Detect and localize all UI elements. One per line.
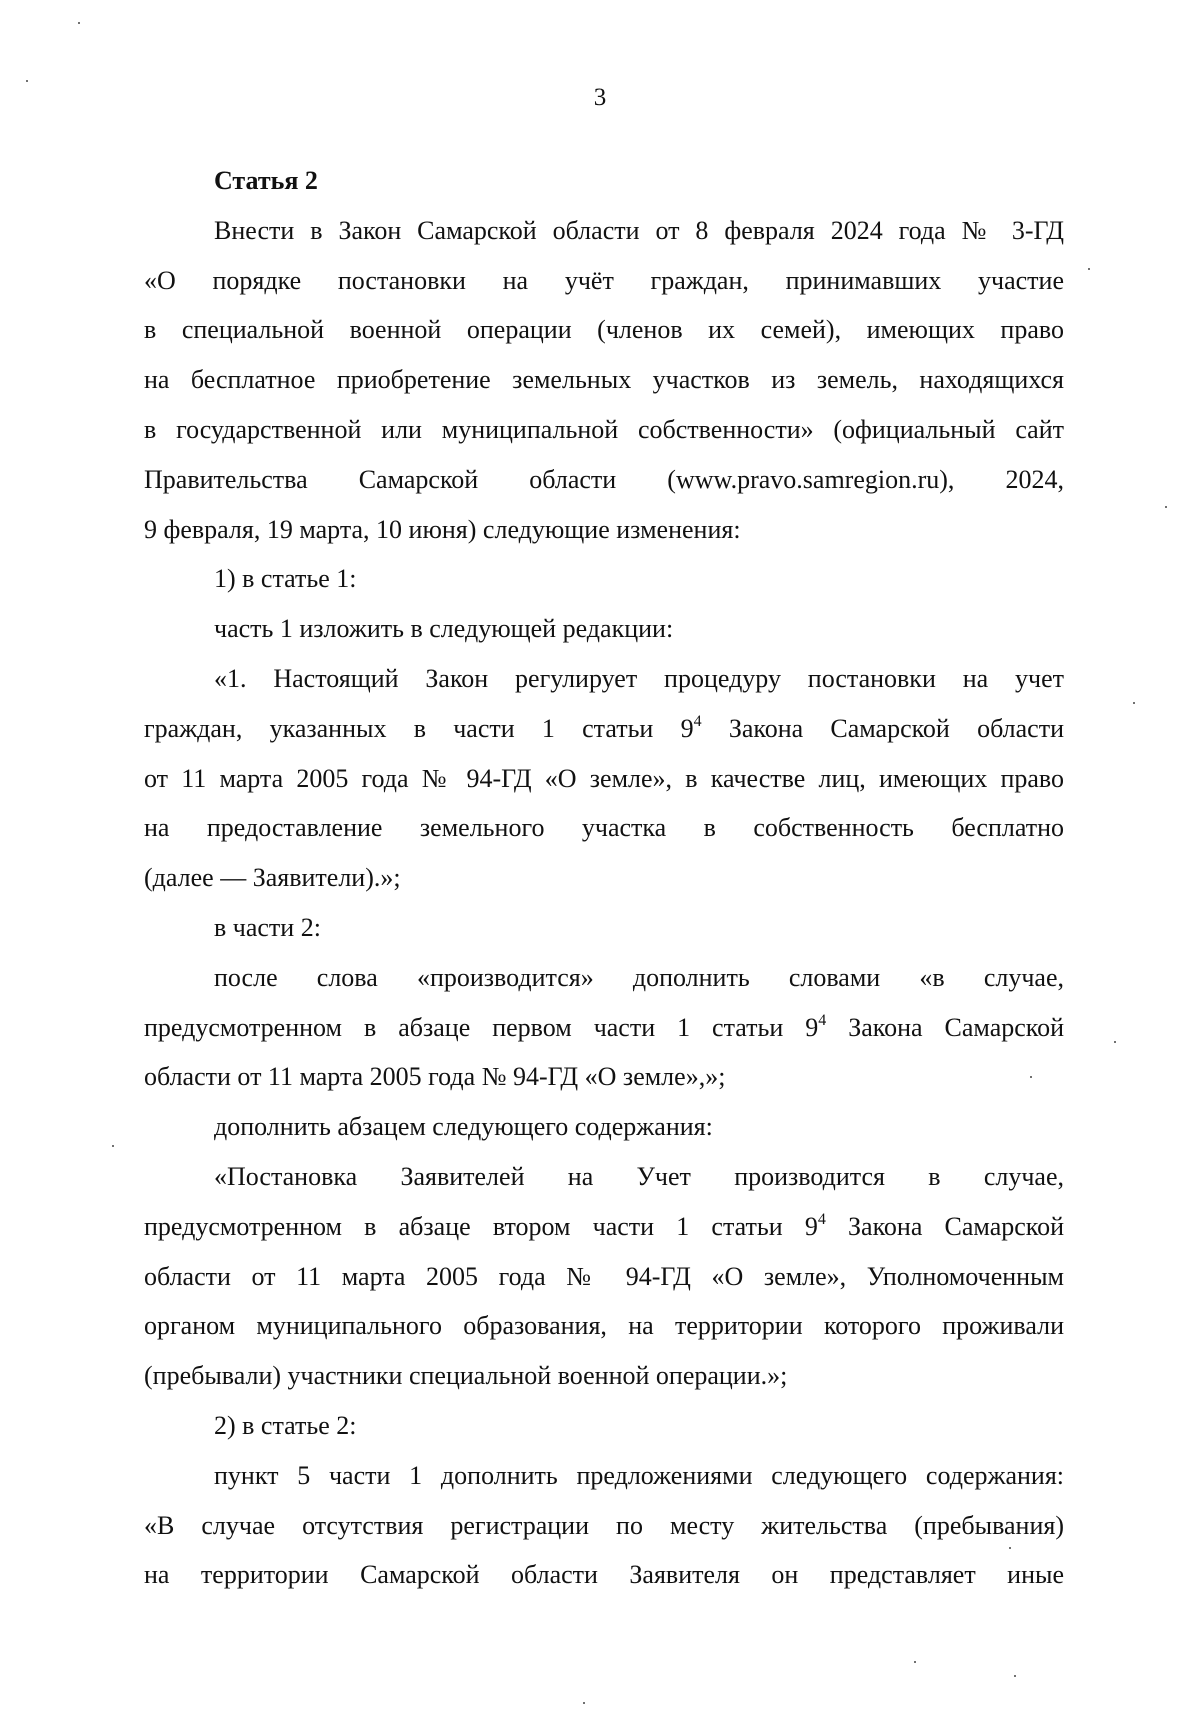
list-item-line: 1) в статье 1: — [214, 564, 357, 594]
line-part: граждан, указанных в части 1 статьи — [144, 713, 654, 743]
line-part: Закона Самарской области — [728, 713, 1064, 743]
paragraph-line: на бесплатное приобретение земельных участков из земель, находящихся — [144, 365, 1064, 395]
quote-line: области от 11 марта 2005 года № 94-ГД «О земле», Уполномоченным — [144, 1261, 1064, 1291]
paragraph-line: дополнить абзацем следующего содержания: — [214, 1112, 713, 1142]
article-ref — [681, 714, 702, 743]
article-superscript: 4 — [818, 1011, 827, 1029]
quote-line: (далее — Заявители).»; — [144, 863, 401, 893]
article-superscript: 4 — [817, 1210, 826, 1228]
quote-line: «В случае отсутствия регистрации по месту жительства (пребывания) — [144, 1510, 1064, 1540]
paragraph-line: Правительства Самарской области (www.pravo.samregion.ru), 2024, — [144, 464, 1064, 494]
quote-line: на предоставление земельного участка в собственность бесплатно — [144, 813, 1064, 843]
list-item-line: 2) в статье 2: — [214, 1410, 357, 1440]
article-number: 9 — [804, 1211, 818, 1241]
line-part: Закона Самарской — [848, 1012, 1064, 1042]
article-number: 9 — [680, 713, 694, 743]
paragraph-line: пункт 5 части 1 дополнить предложениями следующего содержания: — [214, 1460, 1064, 1490]
page-number: 3 — [593, 84, 607, 111]
paragraph-line: в специальной военной операции (членов их семей), имеющих право — [144, 315, 1064, 345]
paragraph-line: после слова «производится» дополнить словами «в случае, — [214, 962, 1064, 992]
article-superscript: 4 — [693, 712, 702, 730]
quote-line: от 11 марта 2005 года № 94-ГД «О земле», в качестве лиц, имеющих право — [144, 763, 1064, 793]
article-ref — [805, 1212, 826, 1241]
quote-line: «Постановка Заявителей на Учет производится в случае, — [214, 1161, 1064, 1191]
paragraph-line: области от 11 марта 2005 года № 94-ГД «О земле»,»; — [144, 1062, 726, 1092]
line-part: Закона Самарской — [848, 1211, 1064, 1241]
paragraph-line: «О порядке постановки на учёт граждан, принимавших участие — [144, 265, 1064, 295]
article-heading: Статья 2 — [214, 166, 318, 195]
quote-line — [144, 1202, 1064, 1252]
paragraph-line: часть 1 изложить в следующей редакции: — [214, 614, 674, 644]
paragraph-line: Внести в Закон Самарской области от 8 февраля 2024 года № 3-ГД — [214, 215, 1064, 245]
quote-line — [144, 704, 1064, 754]
article-number: 9 — [805, 1012, 819, 1042]
article-ref — [805, 1013, 826, 1042]
paragraph-line — [144, 1003, 1064, 1053]
quote-line: (пребывали) участники специальной военной операции.»; — [144, 1361, 788, 1391]
quote-line: «1. Настоящий Закон регулирует процедуру постановки на учет — [214, 663, 1064, 693]
quote-line: органом муниципального образования, на территории которого проживали — [144, 1311, 1064, 1341]
paragraph-line: в части 2: — [214, 912, 321, 942]
paragraph-line: 9 февраля, 19 марта, 10 июня) следующие изменения: — [144, 514, 741, 544]
quote-line: на территории Самарской области Заявителя он представляет иные — [144, 1560, 1064, 1590]
line-part: предусмотренном в абзаце первом части 1 статьи — [144, 1012, 784, 1042]
line-part: предусмотренном в абзаце втором части 1 статьи — [144, 1211, 783, 1241]
paragraph-line: в государственной или муниципальной собственности» (официальный сайт — [144, 414, 1064, 444]
document-body — [144, 156, 1064, 1600]
